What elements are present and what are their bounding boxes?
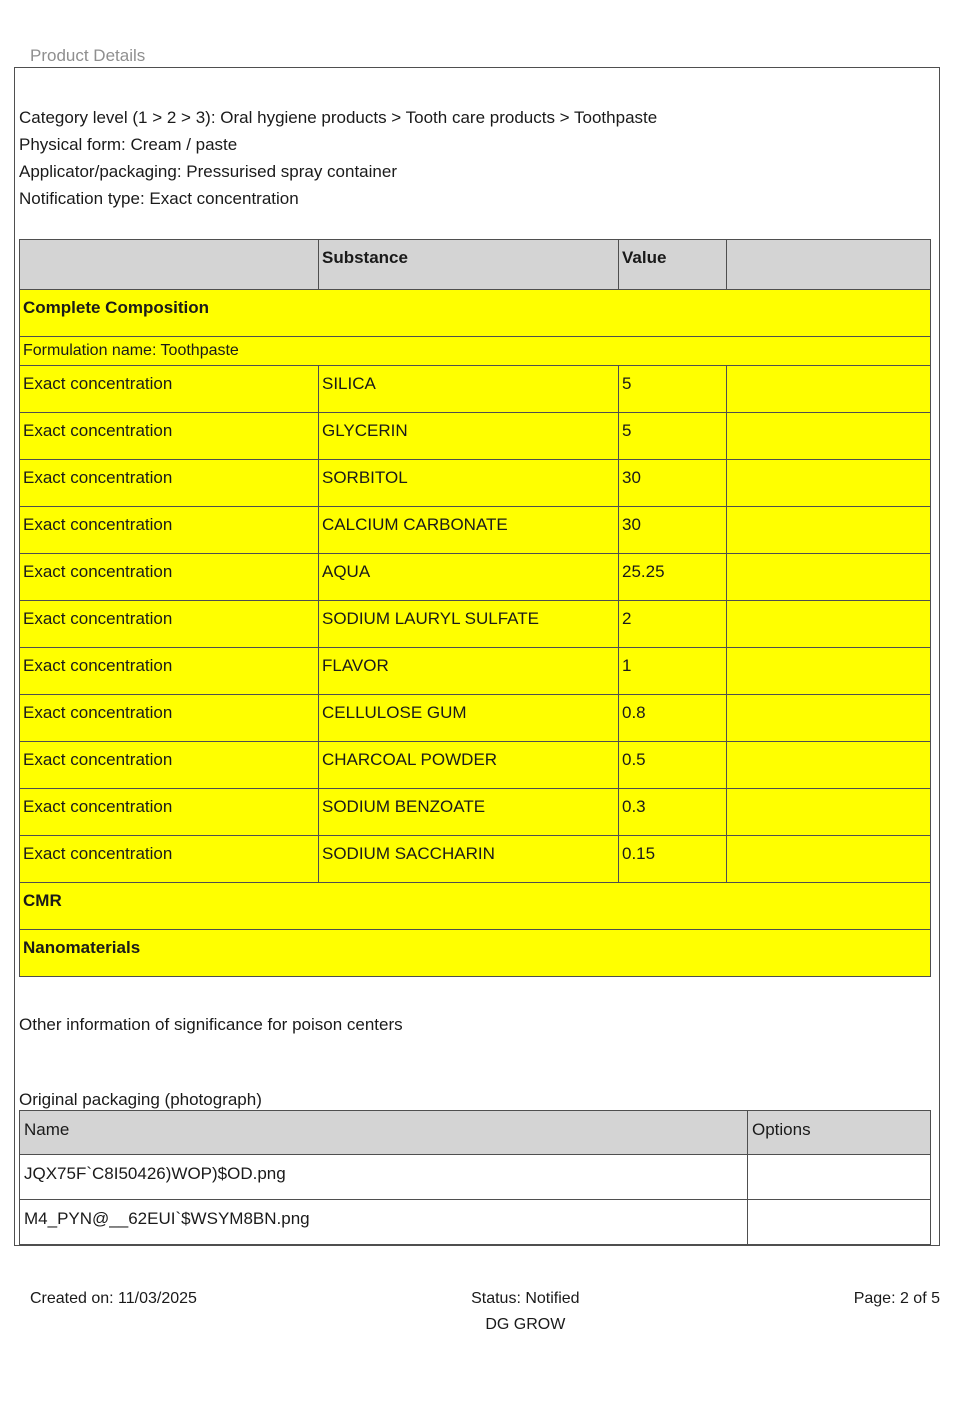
section-row-complete-composition bbox=[20, 290, 931, 337]
column-header-value: Value bbox=[619, 240, 727, 290]
substance-cell: SODIUM SACCHARIN bbox=[319, 836, 619, 883]
empty-cell bbox=[727, 648, 931, 695]
composition-row bbox=[20, 836, 931, 883]
substance-cell: FLAVOR bbox=[319, 648, 619, 695]
value-cell: 30 bbox=[619, 460, 727, 507]
packaging-table bbox=[19, 1110, 931, 1245]
composition-row bbox=[20, 507, 931, 554]
complete-composition-label: Complete Composition bbox=[20, 290, 931, 337]
packaging-column-header-options: Options bbox=[748, 1111, 931, 1155]
empty-cell bbox=[727, 554, 931, 601]
packaging-header-row bbox=[20, 1111, 931, 1155]
file-name-cell: M4_PYN@__62EUI`$WSYM8BN.png bbox=[20, 1200, 748, 1245]
notification-type-cell: Exact concentration bbox=[20, 366, 319, 413]
value-cell: 5 bbox=[619, 366, 727, 413]
file-row bbox=[20, 1155, 931, 1200]
composition-row bbox=[20, 742, 931, 789]
substance-cell: CELLULOSE GUM bbox=[319, 695, 619, 742]
product-details-page bbox=[0, 46, 963, 1338]
value-cell: 0.15 bbox=[619, 836, 727, 883]
substance-cell: CHARCOAL POWDER bbox=[319, 742, 619, 789]
empty-cell bbox=[727, 836, 931, 883]
empty-cell bbox=[727, 507, 931, 554]
composition-row bbox=[20, 554, 931, 601]
composition-row bbox=[20, 648, 931, 695]
empty-cell bbox=[727, 789, 931, 836]
substance-cell: SILICA bbox=[319, 366, 619, 413]
nanomaterials-label: Nanomaterials bbox=[20, 930, 931, 977]
notification-type-cell: Exact concentration bbox=[20, 648, 319, 695]
notification-type-cell: Exact concentration bbox=[20, 554, 319, 601]
column-header-substance: Substance bbox=[319, 240, 619, 290]
status-label: Status: Notified bbox=[471, 1290, 580, 1307]
composition-table bbox=[19, 239, 931, 977]
section-row-nanomaterials bbox=[20, 930, 931, 977]
file-options-cell bbox=[748, 1155, 931, 1200]
section-row-cmr bbox=[20, 883, 931, 930]
packaging-section-title: Original packaging (photograph) bbox=[19, 1090, 262, 1109]
file-name-cell: JQX75F`C8I50426)WOP)$OD.png bbox=[20, 1155, 748, 1200]
notification-type-cell: Exact concentration bbox=[20, 836, 319, 883]
footer-center bbox=[471, 1286, 580, 1338]
notification-type-cell: Exact concentration bbox=[20, 742, 319, 789]
notification-type-cell: Exact concentration bbox=[20, 789, 319, 836]
page-footer bbox=[0, 1286, 963, 1338]
composition-row bbox=[20, 695, 931, 742]
notification-type-line: Notification type: Exact concentration bbox=[19, 189, 299, 208]
substance-cell: AQUA bbox=[319, 554, 619, 601]
substance-cell: SODIUM BENZOATE bbox=[319, 789, 619, 836]
page-number-label: Page: 2 of 5 bbox=[853, 1290, 940, 1307]
empty-cell bbox=[727, 601, 931, 648]
page-title: Product Details bbox=[30, 46, 146, 65]
applicator-packaging-line: Applicator/packaging: Pressurised spray container bbox=[19, 162, 397, 181]
value-cell: 5 bbox=[619, 413, 727, 460]
empty-cell bbox=[727, 460, 931, 507]
column-header-blank-2 bbox=[727, 240, 931, 290]
org-label: DG GROW bbox=[485, 1316, 566, 1333]
empty-cell bbox=[727, 366, 931, 413]
value-cell: 1 bbox=[619, 648, 727, 695]
notification-type-cell: Exact concentration bbox=[20, 695, 319, 742]
file-row bbox=[20, 1200, 931, 1245]
notification-type-cell: Exact concentration bbox=[20, 413, 319, 460]
value-cell: 0.5 bbox=[619, 742, 727, 789]
composition-row bbox=[20, 601, 931, 648]
product-info-block bbox=[19, 104, 939, 212]
value-cell: 0.8 bbox=[619, 695, 727, 742]
empty-cell bbox=[727, 695, 931, 742]
packaging-column-header-name: Name bbox=[20, 1111, 748, 1155]
notification-type-cell: Exact concentration bbox=[20, 460, 319, 507]
empty-cell bbox=[727, 413, 931, 460]
value-cell: 0.3 bbox=[619, 789, 727, 836]
category-level-line: Category level (1 > 2 > 3): Oral hygiene products > Tooth care products > Toothpaste bbox=[19, 108, 658, 127]
substance-cell: CALCIUM CARBONATE bbox=[319, 507, 619, 554]
formulation-name-label: Formulation name: Toothpaste bbox=[20, 337, 931, 366]
value-cell: 25.25 bbox=[619, 554, 727, 601]
substance-cell: SORBITOL bbox=[319, 460, 619, 507]
value-cell: 2 bbox=[619, 601, 727, 648]
other-info-label: Other information of significance for poison centers bbox=[19, 1015, 403, 1034]
composition-row bbox=[20, 413, 931, 460]
column-header-blank-1 bbox=[20, 240, 319, 290]
file-options-cell bbox=[748, 1200, 931, 1245]
cmr-label: CMR bbox=[20, 883, 931, 930]
value-cell: 30 bbox=[619, 507, 727, 554]
substance-cell: GLYCERIN bbox=[319, 413, 619, 460]
notification-type-cell: Exact concentration bbox=[20, 507, 319, 554]
product-details-box bbox=[14, 67, 940, 1246]
composition-header-row bbox=[20, 240, 931, 290]
composition-row bbox=[20, 366, 931, 413]
substance-cell: SODIUM LAURYL SULFATE bbox=[319, 601, 619, 648]
notification-type-cell: Exact concentration bbox=[20, 601, 319, 648]
formulation-name-row bbox=[20, 337, 931, 366]
empty-cell bbox=[727, 742, 931, 789]
created-on-label: Created on: 11/03/2025 bbox=[30, 1290, 197, 1307]
composition-row bbox=[20, 789, 931, 836]
physical-form-line: Physical form: Cream / paste bbox=[19, 135, 238, 154]
composition-row bbox=[20, 460, 931, 507]
